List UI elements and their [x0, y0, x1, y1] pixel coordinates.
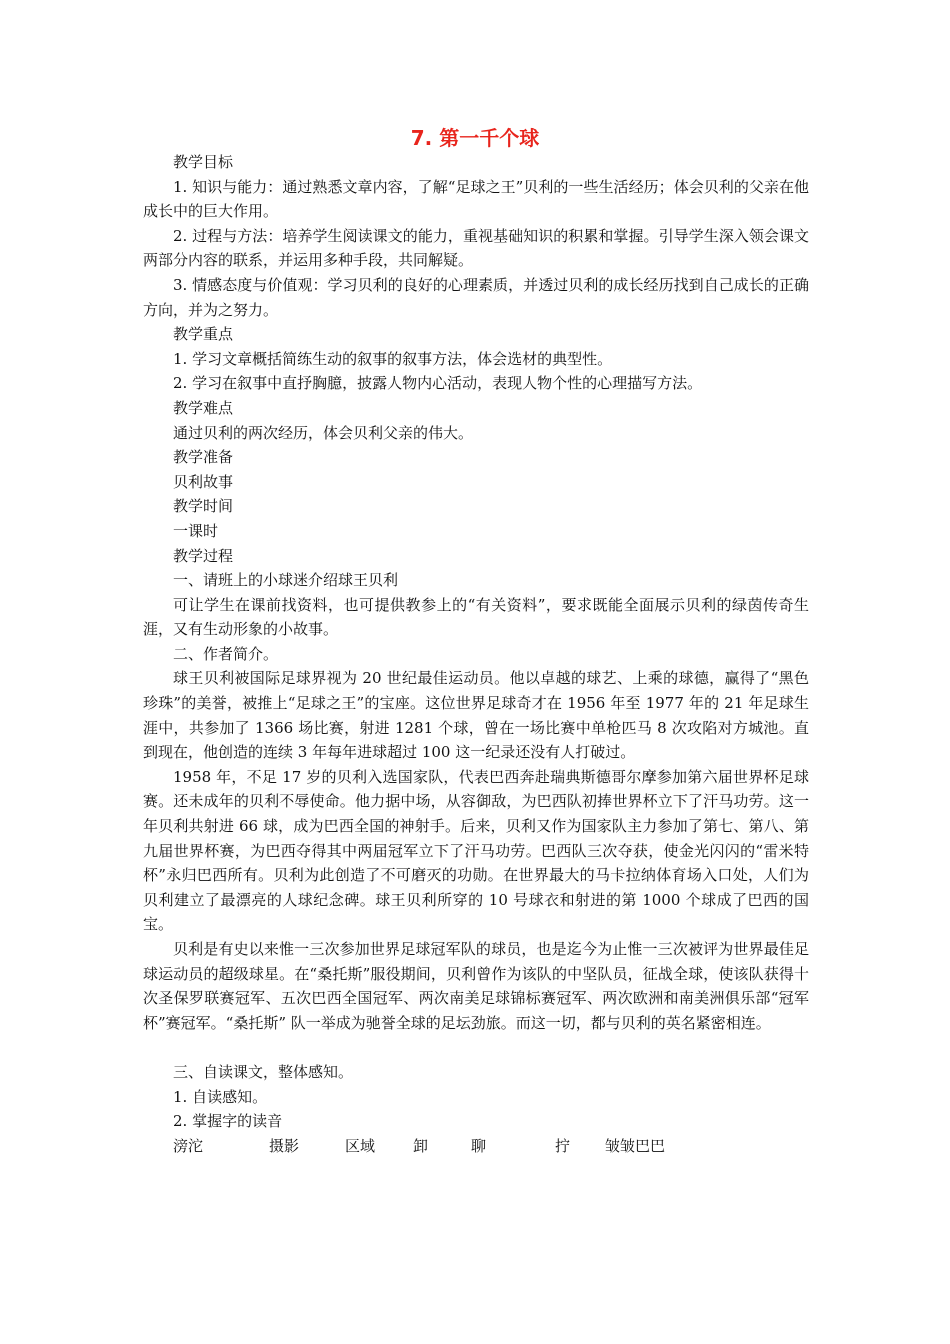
section-1-text: 可让学生在课前找资料，也可提供教参上的“有关资料”，要求既能全面展示贝利的绿茵传奇生涯，又有生动形象的小故事。 — [143, 595, 809, 639]
document-body — [143, 150, 809, 1158]
section-3-item-2: 2. 掌握字的读音 — [173, 1112, 283, 1131]
heading-preparation: 教学准备 — [173, 448, 234, 467]
objective-1: 1. 知识与能力：通过熟悉文章内容，了解“足球之王”贝利的一些生活经历；体会贝利的父亲在他成长中的巨大作用。 — [143, 177, 809, 221]
key-point-1: 1. 学习文章概括简练生动的叙事的叙事方法，体会选材的典型性。 — [173, 349, 613, 368]
section-1-heading: 一、请班上的小球迷介绍球王贝利 — [173, 571, 399, 590]
blank-line — [143, 1035, 809, 1060]
section-3-heading: 三、自读课文，整体感知。 — [173, 1062, 354, 1081]
objective-2: 2. 过程与方法：培养学生阅读课文的能力，重视基础知识的积累和掌握。引导学生深入领会课文两部分内容的联系，并运用多种手段，共同解疑。 — [143, 226, 809, 270]
heading-process: 教学过程 — [173, 546, 234, 565]
word-item: 卸 — [413, 1136, 429, 1155]
heading-difficulties: 教学难点 — [173, 398, 234, 417]
word-item: 区域 — [345, 1136, 376, 1155]
pronunciation-words — [143, 1134, 809, 1159]
heading-time: 教学时间 — [173, 497, 234, 516]
word-item: 摄影 — [269, 1136, 300, 1155]
preparation-text: 贝利故事 — [173, 472, 234, 491]
word-item: 滂沱 — [173, 1136, 204, 1155]
objective-3: 3. 情感态度与价值观：学习贝利的良好的心理素质，并透过贝利的成长经历找到自己成长的正确方向，并为之努力。 — [143, 275, 809, 319]
key-point-2: 2. 学习在叙事中直抒胸臆，披露人物内心活动，表现人物个性的心理描写方法。 — [173, 374, 703, 393]
word-item: 聊 — [471, 1136, 487, 1155]
word-item: 拧 — [555, 1136, 571, 1155]
bio-paragraph-3: 贝利是有史以来惟一三次参加世界足球冠军队的球员，也是迄今为止惟一三次被评为世界最佳足球运动员的超级球星。在“桑托斯”服役期间，贝利曾作为该队的中坚队员，征战全球，使该队获得十次圣保罗联赛冠军、五次巴西全国冠军、两次南美足球锦标赛冠军、两次欧洲和南美洲俱乐部“冠军杯”赛冠军。“桑托斯” 队一举成为驰誉全球的足坛劲旅。而这一切，都与贝利的英名紧密相连。 — [143, 940, 809, 1032]
section-2-heading: 二、作者简介。 — [173, 644, 279, 663]
time-text: 一课时 — [173, 521, 219, 540]
heading-key-points: 教学重点 — [173, 325, 234, 344]
word-item: 皱皱巴巴 — [605, 1136, 666, 1155]
section-3-item-1: 1. 自读感知。 — [173, 1087, 268, 1106]
bio-paragraph-1: 球王贝利被国际足球界视为 20 世纪最佳运动员。他以卓越的球艺、上乘的球德，赢得了“黑色珍珠”的美誉，被推上“足球之王”的宝座。这位世界足球奇才在 1956 年至 1977 年的 21 年足球生涯中，共参加了 1366 场比赛，射进 1281 个球，曾在一场比赛中单枪匹马 8 次攻陷对方城池。直到现在，他创造的连续 3 年每年进球超过 100 这一纪录还没有人打破过。 — [143, 669, 809, 762]
bio-paragraph-2: 1958 年，不足 17 岁的贝利入选国家队，代表巴西奔赴瑞典斯德哥尔摩参加第六届世界杯足球赛。还未成年的贝利不辱使命。他力据中场，从容御敌，为巴西队初捧世界杯立下了汗马功劳。这一年贝利共射进 66 球，成为巴西全国的神射手。后来，贝利又作为国家队主力参加了第七、第八、第九届世界杯赛，为巴西夺得其中两届冠军立下了汗马功劳。巴西队三次夺获，使金光闪闪的“雷米特杯”永归巴西所有。贝利为此创造了不可磨灭的功勋。在世界最大的马卡拉纳体育场入口处，人们为贝利建立了最漂亮的人球纪念碑。球王贝利所穿的 10 号球衣和射进的第 1000 个球成了巴西的国宝。 — [143, 767, 809, 934]
document-title: 7. 第一千个球 — [410, 126, 540, 150]
heading-objectives: 教学目标 — [173, 153, 234, 171]
difficulty-text: 通过贝利的两次经历，体会贝利父亲的伟大。 — [173, 423, 474, 442]
